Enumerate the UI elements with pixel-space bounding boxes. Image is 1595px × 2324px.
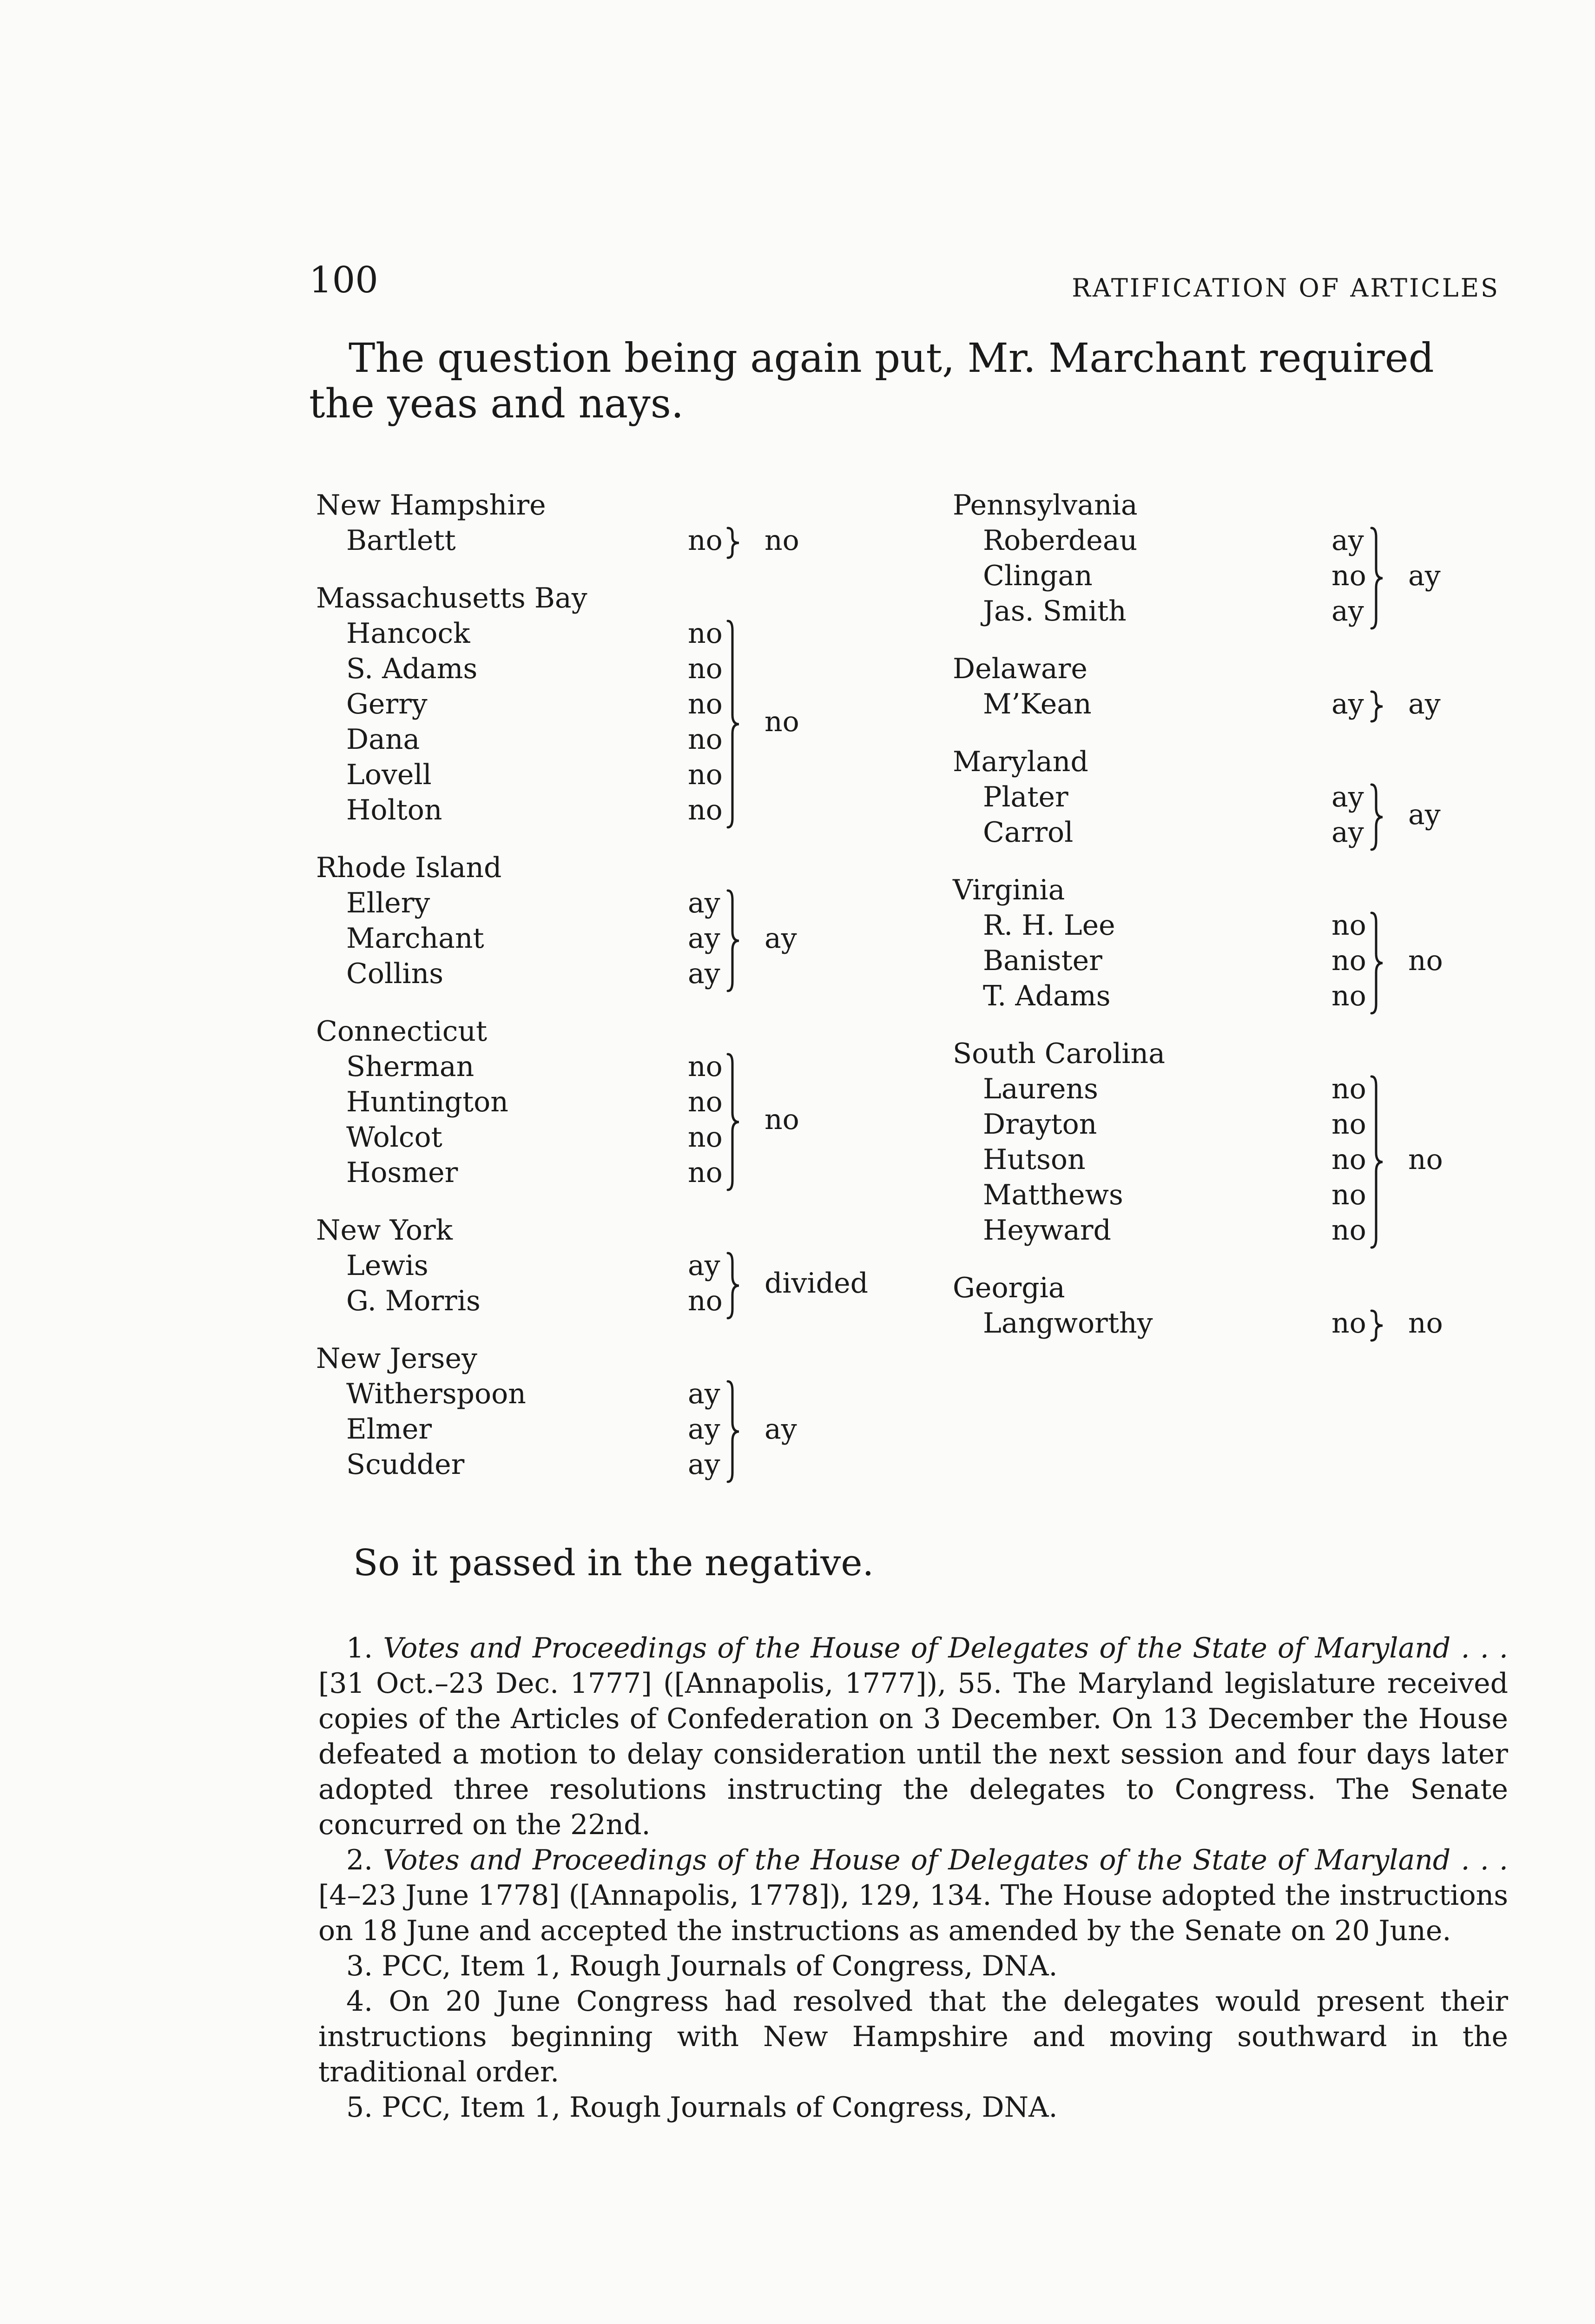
delegate-vote: no [688,1086,723,1118]
footnote-text: On 20 June Congress had resolved that the delegates would present their instructions beginning with New Hampshire and moving southward in the traditional order. [318,1985,1508,2088]
delegate-name: Carrol [983,816,1074,849]
state-result: no [1408,1307,1443,1340]
delegate-name: Witherspoon [346,1378,526,1410]
footnote-number: 2. [346,1844,373,1876]
delegate-name: G. Morris [346,1285,481,1317]
footnote-number: 5. [346,2091,373,2124]
footnote [318,2090,1508,2125]
delegate-vote: no [688,1121,723,1154]
delegate-name: Elmer [346,1413,432,1446]
delegate-name: Roberdeau [983,524,1138,557]
delegate-vote: no [1331,1143,1366,1176]
delegate-vote: no [1331,1214,1366,1247]
footnote [318,1984,1508,2090]
delegate-vote: no [1331,1307,1366,1340]
state-name: New Jersey [316,1342,477,1375]
delegate-name: S. Adams [346,653,478,685]
delegate-vote: ay [1331,524,1364,557]
delegate-vote: no [688,794,723,826]
footnote-source-title: Votes and Proceedings of the House of Delegates of the State of Maryland . . . [383,1844,1509,1876]
conclusion-text: So it passed in the negative. [353,1542,874,1584]
state-name: Connecticut [316,1015,488,1048]
delegate-name: Laurens [983,1073,1098,1105]
delegate-vote: no [688,617,723,650]
brace-icon [1369,690,1387,723]
delegate-name: Ellery [346,887,430,919]
intro-paragraph [309,336,1508,427]
delegate-name: Langworthy [983,1307,1153,1340]
delegate-vote: no [1331,909,1366,942]
delegate-vote: ay [688,887,720,919]
brace-icon [725,1251,744,1320]
page-number: 100 [309,259,378,301]
state-result: no [765,1103,799,1136]
running-head: RATIFICATION OF ARTICLES [1072,273,1500,303]
delegate-name: Dana [346,723,420,756]
footnote [318,1631,1508,1842]
delegate-name: Heyward [983,1214,1111,1247]
delegate-name: Wolcot [346,1121,442,1154]
state-name: Maryland [953,746,1088,778]
state-name: Georgia [953,1272,1065,1304]
footnote [318,1842,1508,1948]
brace-icon [1369,1309,1387,1342]
state-result: no [765,706,799,738]
delegate-vote: ay [688,1249,720,1282]
delegate-vote: ay [1331,816,1364,849]
delegate-vote: no [688,723,723,756]
state-name: South Carolina [953,1037,1165,1070]
delegate-name: R. H. Lee [983,909,1115,942]
footnote-text: [31 Oct.–23 Dec. 1777] ([Annapolis, 1777]), 55. The Maryland legislature received copies of the Articles of Confederation on 3 December. On 13 December the House defeated a motion to delay consideration until the next session and four days later adopted three resolutions instructing the delegates to Congress. The Senate concurred on the 22nd. [318,1667,1508,1841]
brace-icon [725,1052,744,1192]
delegate-vote: no [688,688,723,720]
delegate-vote: ay [1331,781,1364,813]
delegate-name: Lewis [346,1249,428,1282]
state-result: divided [765,1267,869,1300]
brace-icon [1369,1075,1387,1249]
roll-call-table [316,489,1571,1512]
delegate-vote: ay [688,1378,720,1410]
footnote-number: 3. [346,1950,373,1982]
footnote-text: PCC, Item 1, Rough Journals of Congress, DNA. [382,1950,1058,1982]
delegate-vote: ay [688,957,720,990]
delegate-name: Marchant [346,922,484,955]
brace-icon [1369,783,1387,852]
delegate-vote: no [688,1156,723,1189]
brace-icon [725,1380,744,1484]
footnote-text: [4–23 June 1778] ([Annapolis, 1778]), 129, 134. The House adopted the instructions on 18 June and accepted the instructions as amended by the Senate on 20 June. [318,1879,1508,1947]
delegate-name: Banister [983,944,1102,977]
delegate-name: Hosmer [346,1156,458,1189]
state-name: Virginia [953,874,1065,906]
state-name: Massachusetts Bay [316,582,587,614]
state-result: ay [1408,560,1441,592]
footnote-source-title: Votes and Proceedings of the House of Delegates of the State of Maryland . . . [383,1632,1509,1664]
delegate-vote: no [1331,1179,1366,1211]
delegate-name: Huntington [346,1086,508,1118]
state-name: Pennsylvania [953,489,1138,522]
delegate-name: Scudder [346,1448,465,1481]
state-result: ay [765,922,797,955]
state-result: no [1408,944,1443,977]
delegate-vote: no [688,759,723,791]
state-result: ay [1408,688,1441,720]
brace-icon [725,526,744,560]
delegate-name: Drayton [983,1108,1097,1141]
delegate-vote: no [1331,944,1366,977]
state-result: ay [765,1413,797,1446]
delegate-vote: ay [1331,595,1364,627]
brace-icon [1369,526,1387,630]
delegate-vote: no [1331,1108,1366,1141]
delegate-name: Matthews [983,1179,1123,1211]
delegate-vote: no [688,653,723,685]
footnote-number: 1. [346,1632,373,1664]
delegate-name: Gerry [346,688,428,720]
delegate-name: Hancock [346,617,470,650]
footnotes [318,1631,1508,2125]
delegate-vote: no [1331,560,1366,592]
intro-text: The question being again put, Mr. Marchant required the yeas and nays. [309,335,1434,427]
delegate-vote: no [1331,1073,1366,1105]
delegate-name: Bartlett [346,524,456,557]
delegate-name: Hutson [983,1143,1086,1176]
delegate-name: T. Adams [983,980,1111,1012]
state-name: Rhode Island [316,852,502,884]
state-result: no [765,524,799,557]
brace-icon [725,619,744,829]
delegate-vote: no [688,1285,723,1317]
state-result: ay [1408,799,1441,831]
state-result: no [1408,1143,1443,1176]
delegate-vote: no [688,1050,723,1083]
delegate-name: Holton [346,794,442,826]
delegate-vote: ay [1331,688,1364,720]
delegate-vote: ay [688,1413,720,1446]
delegate-vote: no [688,524,723,557]
brace-icon [725,889,744,993]
delegate-name: Collins [346,957,444,990]
delegate-vote: ay [688,1448,720,1481]
delegate-name: M’Kean [983,688,1092,720]
delegate-name: Sherman [346,1050,475,1083]
delegate-name: Jas. Smith [983,595,1127,627]
footnote-text: PCC, Item 1, Rough Journals of Congress, DNA. [382,2091,1058,2124]
footnote-number: 4. [346,1985,373,2018]
state-name: Delaware [953,653,1088,685]
delegate-vote: ay [688,922,720,955]
delegate-vote: no [1331,980,1366,1012]
footnote [318,1948,1508,1984]
delegate-name: Clingan [983,560,1093,592]
state-name: New Hampshire [316,489,546,522]
delegate-name: Plater [983,781,1068,813]
delegate-name: Lovell [346,759,432,791]
brace-icon [1369,911,1387,1015]
state-name: New York [316,1214,453,1247]
